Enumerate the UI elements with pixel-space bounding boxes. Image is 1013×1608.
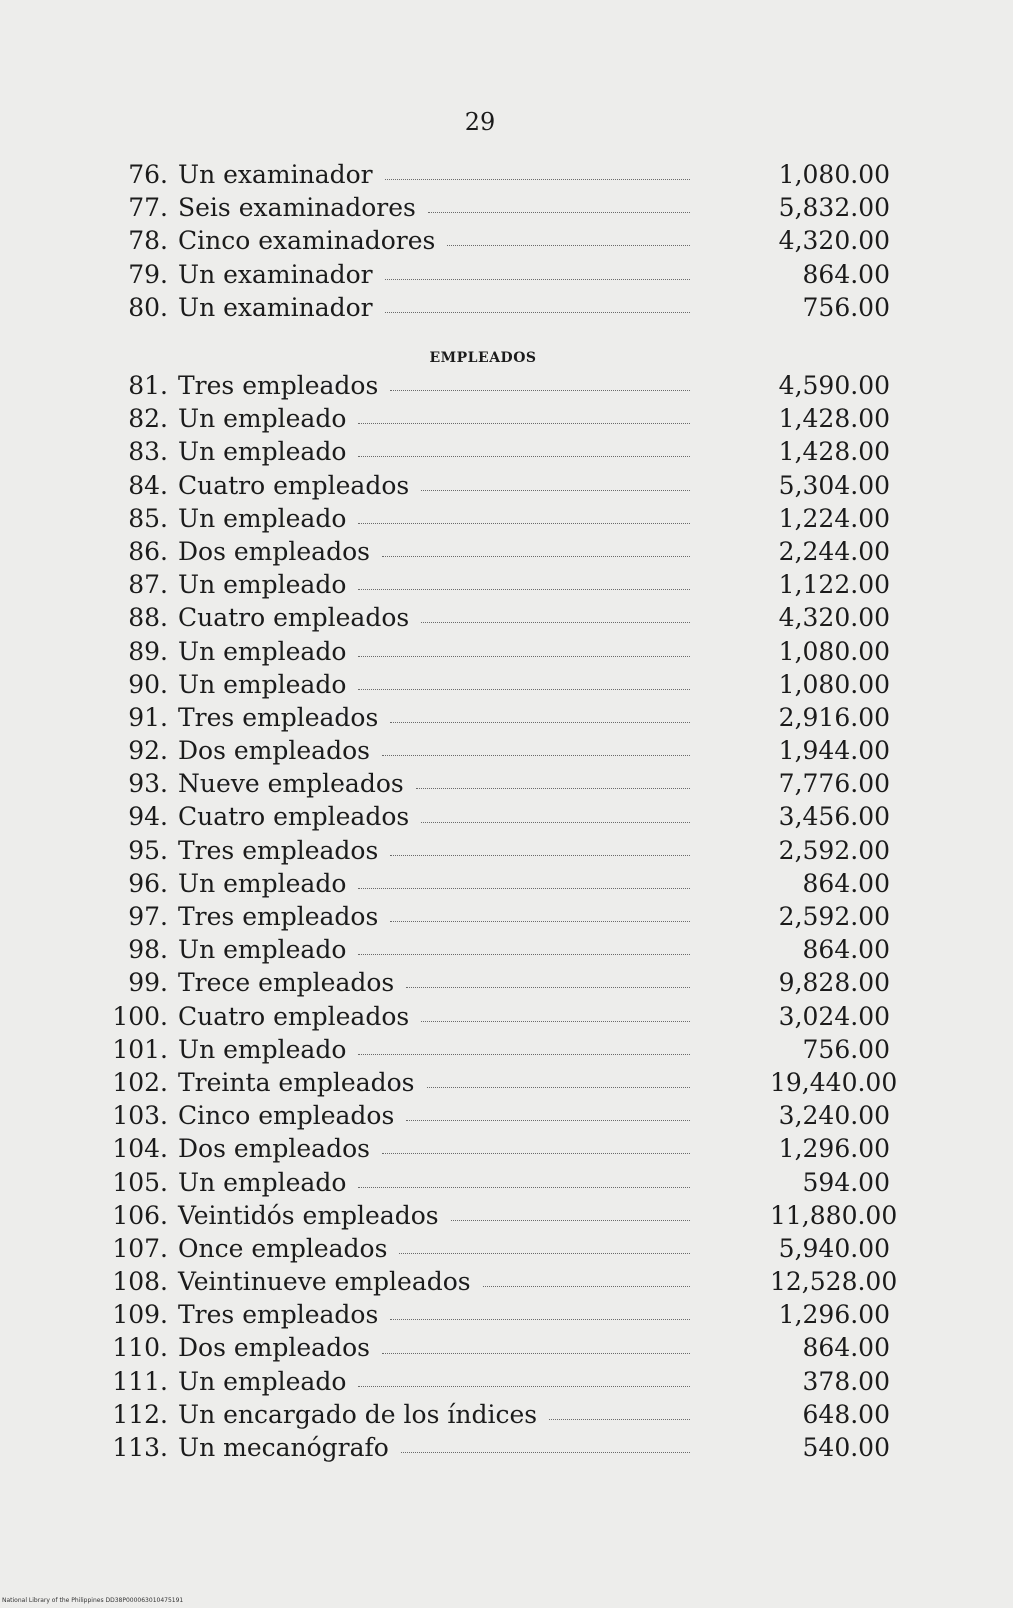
dot-leader: [421, 822, 690, 823]
dot-leader: [549, 1419, 690, 1420]
list-item: [110, 502, 890, 535]
item-number: 76.: [128, 160, 168, 189]
item-label: Un examinador: [178, 259, 373, 289]
list-item: [110, 435, 890, 468]
item-amount: 864.00: [802, 1333, 890, 1363]
item-amount: 1,224.00: [778, 503, 890, 533]
item-number: 102.: [112, 1067, 168, 1097]
item-amount: 19,440.00: [770, 1067, 898, 1097]
item-amount: 2,592.00: [778, 835, 890, 865]
item-amount: 3,456.00: [778, 802, 890, 832]
item-amount: 1,428.00: [778, 437, 890, 467]
item-amount: 864.00: [802, 868, 890, 898]
dot-leader: [427, 1087, 691, 1088]
item-label: Un empleado: [178, 636, 347, 666]
dot-leader: [358, 689, 690, 690]
list-item: [110, 258, 890, 291]
item-number: 86.: [128, 536, 168, 566]
item-label: Cuatro empleados: [178, 802, 410, 832]
dot-leader: [382, 755, 690, 756]
list-item: [110, 1431, 890, 1464]
item-number: 90.: [128, 669, 168, 699]
item-amount: 11,880.00: [770, 1200, 898, 1230]
dot-leader: [385, 279, 690, 280]
item-label: Dos empleados: [178, 536, 370, 566]
section-heading: EMPLEADOS: [429, 350, 537, 366]
dot-leader: [390, 390, 690, 391]
item-amount: 756.00: [802, 292, 890, 322]
item-label: Un mecanógrafo: [178, 1433, 389, 1462]
item-label: Un empleado: [178, 437, 347, 467]
item-amount: 2,592.00: [778, 902, 890, 931]
item-number: 85.: [128, 503, 168, 533]
item-label: Un examinador: [178, 292, 373, 322]
item-amount: 4,320.00: [778, 226, 890, 256]
item-label: Dos empleados: [178, 1333, 370, 1363]
item-number: 111.: [112, 1366, 168, 1396]
dot-leader: [390, 855, 690, 856]
item-number: 83.: [128, 437, 168, 467]
item-label: Cinco empleados: [178, 1101, 395, 1131]
item-amount: 1,122.00: [778, 570, 890, 600]
item-number: 80.: [128, 292, 168, 322]
dot-leader: [358, 523, 690, 524]
dot-leader: [358, 423, 690, 424]
dot-leader: [421, 622, 690, 623]
item-label: Cinco examinadores: [178, 226, 436, 256]
dot-leader: [390, 722, 690, 723]
item-number: 99.: [128, 968, 168, 998]
item-label: Treinta empleados: [178, 1067, 415, 1097]
list-item: [110, 668, 890, 701]
dot-leader: [382, 1153, 690, 1154]
list-item: [110, 568, 890, 601]
list-item: [110, 767, 890, 800]
list-item: [110, 1166, 890, 1199]
item-number: 103.: [112, 1101, 168, 1131]
item-number: 94.: [128, 802, 168, 832]
dot-leader: [382, 1353, 690, 1354]
item-amount: 5,940.00: [778, 1233, 890, 1263]
item-label: Un empleado: [178, 1034, 347, 1064]
item-number: 110.: [112, 1333, 168, 1363]
item-amount: 1,428.00: [778, 404, 890, 434]
item-amount: 12,528.00: [770, 1267, 898, 1297]
dot-leader: [406, 1120, 690, 1121]
item-amount: 648.00: [802, 1399, 890, 1429]
employees-list: [110, 369, 898, 1462]
item-number: 96.: [128, 868, 168, 898]
item-amount: 5,832.00: [778, 193, 890, 223]
item-amount: 3,240.00: [778, 1101, 890, 1131]
dot-leader: [399, 1253, 690, 1254]
item-number: 98.: [128, 935, 168, 965]
examiners-list: [110, 158, 890, 324]
item-number: 108.: [112, 1267, 168, 1297]
item-number: 100.: [112, 1001, 168, 1031]
item-number: 82.: [128, 404, 168, 434]
item-label: Dos empleados: [178, 736, 370, 766]
item-label: Tres empleados: [178, 1300, 379, 1330]
item-amount: 4,590.00: [778, 371, 890, 400]
page-number: 29: [464, 108, 496, 136]
item-number: 88.: [128, 603, 168, 633]
item-label: Un empleado: [178, 1167, 347, 1197]
item-label: Tres empleados: [178, 835, 379, 865]
dot-leader: [421, 1021, 690, 1022]
item-amount: 3,024.00: [778, 1001, 890, 1031]
item-label: Tres empleados: [178, 702, 379, 732]
item-number: 97.: [128, 902, 168, 931]
item-label: Dos empleados: [178, 1134, 370, 1164]
dot-leader: [447, 245, 690, 246]
item-amount: 4,320.00: [778, 603, 890, 633]
list-item: [110, 469, 890, 502]
item-number: 92.: [128, 736, 168, 766]
item-amount: 1,944.00: [778, 736, 890, 766]
item-label: Cuatro empleados: [178, 470, 410, 500]
dot-leader: [358, 1386, 690, 1387]
item-number: 87.: [128, 570, 168, 600]
dot-leader: [358, 888, 690, 889]
item-number: 81.: [128, 371, 168, 400]
item-number: 93.: [128, 769, 168, 799]
item-number: 106.: [112, 1200, 168, 1230]
item-amount: 1,296.00: [778, 1134, 890, 1164]
list-item: [110, 158, 890, 191]
list-item: [110, 900, 890, 933]
footer-watermark: National Library of the Philippines DD38P000063010475191: [2, 1597, 184, 1604]
list-item: [110, 224, 890, 257]
item-label: Trece empleados: [178, 968, 395, 998]
item-label: Un empleado: [178, 935, 347, 965]
item-label: Veintidós empleados: [178, 1200, 439, 1230]
list-item: [110, 635, 890, 668]
item-number: 113.: [112, 1433, 168, 1462]
item-label: Un empleado: [178, 404, 347, 434]
list-item: [110, 1298, 890, 1331]
dot-leader: [358, 456, 690, 457]
list-item: [110, 535, 890, 568]
item-label: Cuatro empleados: [178, 603, 410, 633]
item-amount: 1,080.00: [778, 160, 890, 189]
dot-leader: [358, 1054, 690, 1055]
dot-leader: [358, 954, 690, 955]
dot-leader: [406, 987, 690, 988]
dot-leader: [358, 589, 690, 590]
item-amount: 594.00: [802, 1167, 890, 1197]
item-number: 105.: [112, 1167, 168, 1197]
item-number: 84.: [128, 470, 168, 500]
item-label: Tres empleados: [178, 371, 379, 400]
item-number: 107.: [112, 1233, 168, 1263]
list-item: [110, 1099, 890, 1132]
list-item: [110, 369, 890, 402]
dot-leader: [358, 1187, 690, 1188]
list-item: [110, 291, 890, 324]
item-amount: 864.00: [802, 935, 890, 965]
list-item: [110, 966, 890, 999]
item-label: Cuatro empleados: [178, 1001, 410, 1031]
list-item: [110, 402, 890, 435]
list-item: [110, 1033, 890, 1066]
dot-leader: [416, 788, 690, 789]
list-item: [110, 1365, 890, 1398]
list-item: [110, 1265, 898, 1298]
list-item: [110, 734, 890, 767]
item-label: Un empleado: [178, 503, 347, 533]
item-label: Un encargado de los índices: [178, 1399, 538, 1429]
list-item: [110, 1199, 898, 1232]
item-number: 79.: [128, 259, 168, 289]
item-label: Once empleados: [178, 1233, 388, 1263]
list-item: [110, 800, 890, 833]
list-item: [110, 1232, 890, 1265]
item-label: Veintinueve empleados: [178, 1267, 471, 1297]
item-number: 109.: [112, 1300, 168, 1330]
item-amount: 756.00: [802, 1034, 890, 1064]
item-amount: 5,304.00: [778, 470, 890, 500]
dot-leader: [390, 1319, 690, 1320]
item-number: 77.: [128, 193, 168, 223]
item-amount: 2,916.00: [778, 702, 890, 732]
item-number: 101.: [112, 1034, 168, 1064]
dot-leader: [451, 1220, 690, 1221]
dot-leader: [428, 212, 690, 213]
item-label: Tres empleados: [178, 902, 379, 931]
dot-leader: [483, 1286, 690, 1287]
item-amount: 1,296.00: [778, 1300, 890, 1330]
list-item: [110, 867, 890, 900]
item-number: 89.: [128, 636, 168, 666]
item-amount: 1,080.00: [778, 636, 890, 666]
list-item: [110, 1132, 890, 1165]
dot-leader: [385, 312, 690, 313]
dot-leader: [421, 490, 690, 491]
list-item: [110, 933, 890, 966]
list-item: [110, 601, 890, 634]
item-amount: 540.00: [802, 1433, 890, 1462]
item-amount: 378.00: [802, 1366, 890, 1396]
item-label: Un empleado: [178, 669, 347, 699]
list-item: [110, 834, 890, 867]
item-label: Un empleado: [178, 1366, 347, 1396]
item-amount: 864.00: [802, 259, 890, 289]
list-item: [110, 1000, 890, 1033]
item-label: Un empleado: [178, 868, 347, 898]
item-number: 112.: [112, 1399, 168, 1429]
item-label: Un examinador: [178, 160, 373, 189]
item-number: 91.: [128, 702, 168, 732]
list-item: [110, 191, 890, 224]
item-label: Seis examinadores: [178, 193, 416, 223]
list-item: [110, 1398, 890, 1431]
item-number: 104.: [112, 1134, 168, 1164]
item-amount: 9,828.00: [778, 968, 890, 998]
item-amount: 7,776.00: [778, 769, 890, 799]
item-label: Nueve empleados: [178, 769, 404, 799]
dot-leader: [358, 656, 690, 657]
item-amount: 1,080.00: [778, 669, 890, 699]
dot-leader: [382, 556, 690, 557]
list-item: [110, 1331, 890, 1364]
dot-leader: [390, 921, 690, 922]
item-number: 95.: [128, 835, 168, 865]
item-amount: 2,244.00: [778, 536, 890, 566]
dot-leader: [385, 179, 690, 180]
list-item: [110, 701, 890, 734]
dot-leader: [401, 1452, 690, 1453]
item-number: 78.: [128, 226, 168, 256]
item-label: Un empleado: [178, 570, 347, 600]
list-item: [110, 1066, 898, 1099]
